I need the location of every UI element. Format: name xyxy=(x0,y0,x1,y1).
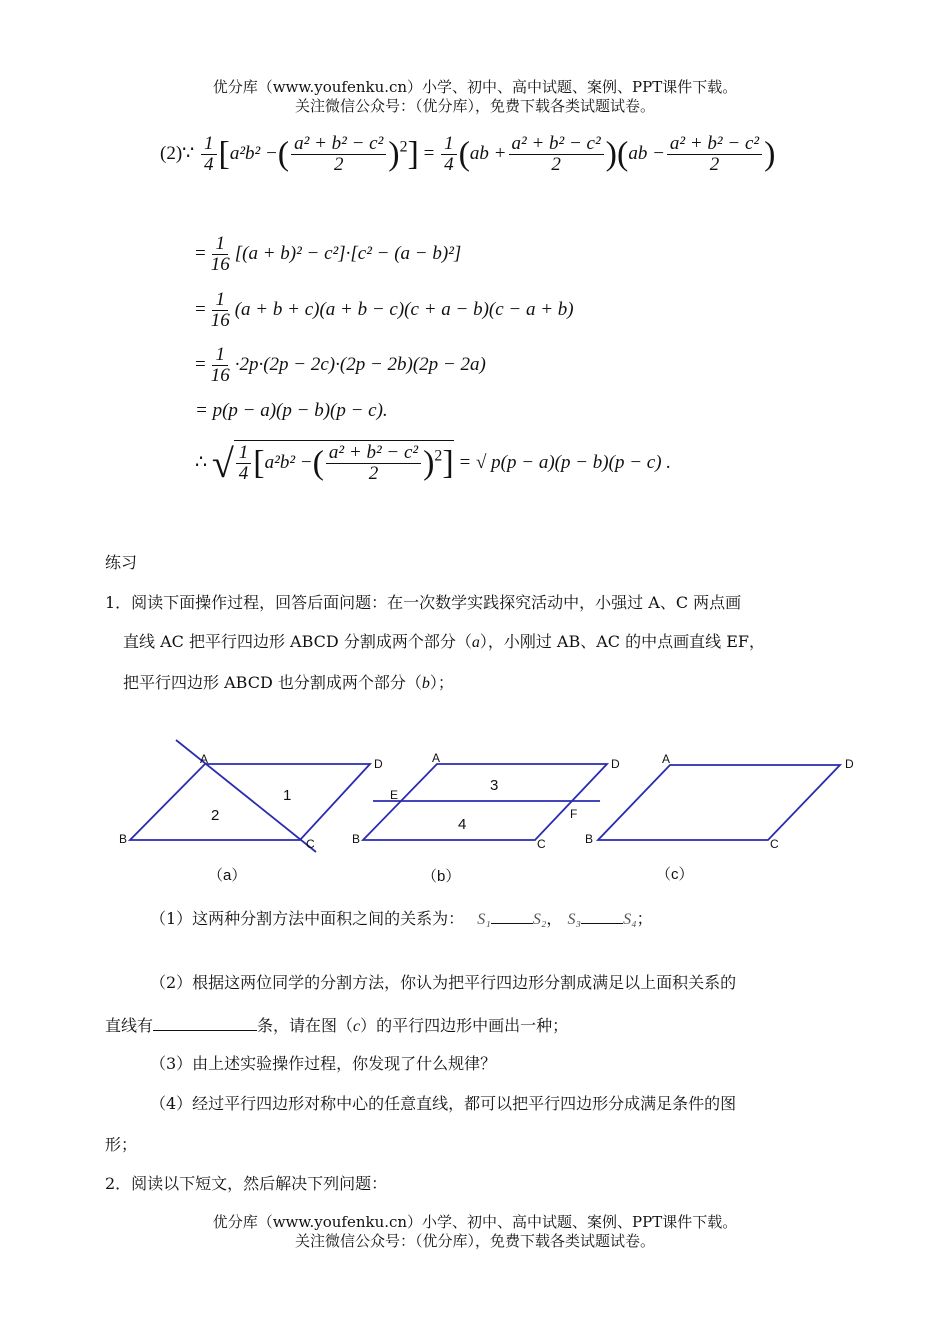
sub-question-3: （3）由上述实验操作过程，你发现了什么规律？ xyxy=(150,1054,497,1073)
figure-a xyxy=(130,740,370,852)
fraction-expr: $\frac{\text{a² + b² − c²}}{2}$ xyxy=(291,134,386,175)
fig-a-label-D: D xyxy=(374,757,383,771)
page-header xyxy=(0,78,950,116)
math-line-5: = p(p − a)(p − b)(p − c). xyxy=(195,400,388,421)
figure-b xyxy=(363,764,607,840)
fig-c-label-B: B xyxy=(585,832,594,846)
header-line-2: 关注微信公众号：（优分库），免费下载各类试题试卷。 xyxy=(294,97,655,115)
sub-question-2-line-2: 直线有 条，请在图（c）的平行四边形中画出一种； xyxy=(105,1016,569,1035)
sub-question-2-line-1: （2）根据这两位同学的分割方法，你认为把平行四边形分割成满足以上面积关系的 xyxy=(150,973,737,992)
fig-b-label-B: B xyxy=(352,832,361,846)
fig-a-caption: （a） xyxy=(208,867,247,884)
math-line-3: = $\frac{1}{16}$ (a + b + c)(a + b − c)(c + a − b)(c − a + b) xyxy=(195,289,574,331)
fig-c-label-D: D xyxy=(845,757,854,771)
region-4: 4 xyxy=(458,816,467,833)
fig-a-label-B: B xyxy=(119,832,128,846)
answer-blank-2[interactable] xyxy=(581,907,623,924)
q1-line-1: 1．阅读下面操作过程，回答后面问题：在一次数学实践探究活动中，小强过 A、C 两点画 xyxy=(105,593,742,612)
region-2: 2 xyxy=(211,807,220,824)
parallelogram-figures xyxy=(0,730,950,890)
fig-c-caption: （c） xyxy=(656,866,694,883)
fig-b-label-A: A xyxy=(432,751,441,765)
page-footer xyxy=(0,1213,950,1251)
math-line-4: = $\frac{1}{16}$ ·2p·(2p − 2c)·(2p − 2b)(2p − 2a) xyxy=(195,344,486,386)
answer-blank-1[interactable] xyxy=(491,907,533,924)
q1-line-2: 直线 AC 把平行四边形 ABCD 分割成两个部分（a），小刚过 AB、AC 的中点画直线 EF， xyxy=(123,632,765,651)
fig-b-label-D: D xyxy=(611,757,620,771)
part-label: (2)∵ xyxy=(160,142,195,164)
fig-b-label-C: C xyxy=(537,837,546,851)
math-line-6: ∴ √ $\frac{1}{4}$ [a²b² −( $\frac{\text{a² + b² − c²}}{2}$ )$^2$] = √ p(p − a)(p − b)(p − c) . xyxy=(195,441,672,486)
fig-b-caption: （b） xyxy=(422,868,461,885)
sub-question-4-line-2: 形； xyxy=(105,1135,138,1154)
sub-question-4-line-1: （4）经过平行四边形对称中心的任意直线，都可以把平行四边形分成满足条件的图 xyxy=(150,1094,737,1113)
fig-b-label-F: F xyxy=(570,807,578,821)
question-2: 2．阅读以下短文，然后解决下列问题： xyxy=(105,1174,388,1193)
fraction-quarter: $\frac{1}{4}$ xyxy=(201,134,217,175)
region-3: 3 xyxy=(490,777,499,794)
math-line-1: (2)∵ $\frac{1}{4}$ [a²b² −( $\frac{\text{a² + b² − c²}}{2}$ )$^2$] = $\frac{1}{4}$ (ab + $\frac{\text{a² + b² − c²}}{2}$ )(ab − $\frac{\text{a² + b² − c²}}{2}$ ) xyxy=(160,133,776,175)
figure-c xyxy=(598,765,840,840)
fig-c-label-A: A xyxy=(662,752,671,766)
fig-b-label-E: E xyxy=(390,788,399,802)
fig-c-label-C: C xyxy=(770,837,779,851)
q1-line-3: 把平行四边形 ABCD 也分割成两个部分（b）； xyxy=(123,673,454,692)
sub-question-1: （1）这两种分割方法中面积之间的关系为： S₁ S₂， S₃ S₄； xyxy=(150,909,653,928)
fig-a-label-A: A xyxy=(200,752,209,766)
exercise-title: 练习 xyxy=(105,553,138,572)
fig-a-label-C: C xyxy=(306,837,315,851)
header-line-1: 优分库（www.youfenku.cn）小学、初中、高中试题、案例、PPT课件下载。 xyxy=(212,78,738,96)
region-1: 1 xyxy=(283,787,292,804)
footer-line-1: 优分库（www.youfenku.cn）小学、初中、高中试题、案例、PPT课件下载。 xyxy=(212,1213,738,1231)
math-line-2: = $\frac{1}{16}$ [(a + b)² − c²]·[c² − (a − b)²] xyxy=(195,233,462,275)
footer-line-2: 关注微信公众号：（优分库），免费下载各类试题试卷。 xyxy=(294,1232,655,1250)
answer-blank-3[interactable] xyxy=(153,1014,257,1031)
